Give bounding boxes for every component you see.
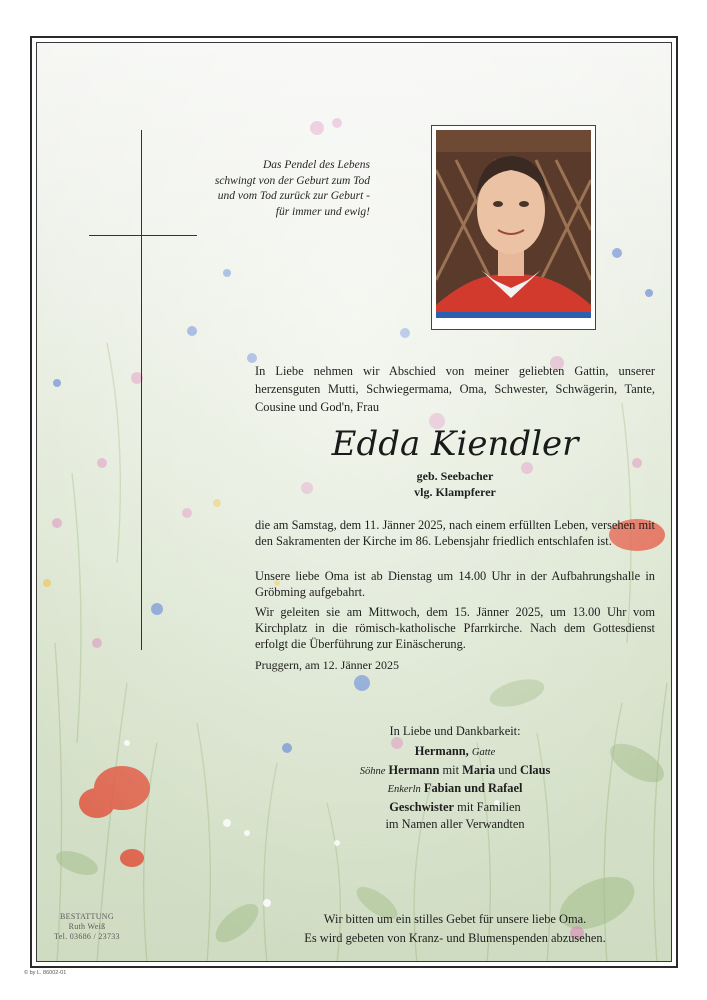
- mourner-husband: Hermann, Gatte: [414, 744, 496, 758]
- death-paragraph: die am Samstag, dem 11. Jänner 2025, nach einem erfüllten Leben, versehen mit den Sakramenten der Kirche im 86. Lebensjahr friedlich entschlafen ist.: [255, 518, 655, 548]
- maiden-name-block: [255, 468, 655, 500]
- mourners-list: [255, 743, 655, 834]
- birth-name: geb. Seebacher: [416, 469, 494, 483]
- quote-line: Das Pendel des Lebens: [263, 159, 370, 171]
- mourner-sons: Söhne Hermann mit Maria und Claus: [359, 762, 551, 777]
- deceased-name: Edda Kiendler: [331, 424, 579, 464]
- footer-code: © by L. 86002-01: [24, 970, 67, 976]
- vulgo-name: vlg. Klampferer: [414, 485, 496, 499]
- closing-notes: [255, 910, 655, 948]
- funeral-home-stamp: [52, 912, 122, 942]
- quote-line: schwingt von der Geburt zum Tod: [214, 174, 370, 187]
- service-paragraph: Wir geleiten sie am Mittwoch, dem 15. Jänner 2025, um 13.00 Uhr vom Kirchplatz in die römisch-katholische Pfarrkirche. Nach dem Gottesdienst erfolgt die Überführung zur Einäscherung.: [255, 605, 655, 651]
- portrait-photo: [431, 125, 596, 330]
- portrait-illustration: [436, 130, 591, 325]
- quote-line: für immer und ewig!: [275, 205, 370, 218]
- prayer-request: Wir bitten um ein stilles Gebet für unsere liebe Oma.: [323, 912, 587, 926]
- mourner-siblings: Geschwister mit Familien: [389, 799, 521, 814]
- funeral-home-title: BESTATTUNG: [60, 912, 114, 921]
- memorial-quote: [200, 158, 370, 220]
- place-date: Pruggern, am 12. Jänner 2025: [255, 658, 399, 672]
- cross-vertical-bar: [141, 130, 142, 650]
- thanks-line: In Liebe und Dankbarkeit:: [389, 724, 521, 738]
- quote-line: und vom Tod zurück zur Geburt -: [217, 190, 370, 202]
- viewing-paragraph: Unsere liebe Oma ist ab Dienstag um 14.00 Uhr in der Aufbahrungshalle in Gröbming aufgebahrt.: [255, 569, 655, 599]
- no-flowers-request: Es wird gebeten von Kranz- und Blumenspenden abzusehen.: [304, 931, 606, 945]
- mourner-grandchildren: Enkerln Fabian und Rafael: [387, 781, 523, 795]
- funeral-home-name: Ruth Weiß: [68, 922, 106, 931]
- cross-horizontal-bar: [89, 235, 197, 236]
- mourner-relatives: im Namen aller Verwandten: [385, 817, 525, 831]
- intro-text: In Liebe nehmen wir Abschied von meiner geliebten Gattin, unserer herzensguten Mutti, Schwiegermama, Oma, Schwester, Schwägerin, Tante, Cousine und God'n, Frau: [255, 364, 655, 414]
- funeral-home-phone: Tel. 03686 / 23733: [54, 932, 120, 941]
